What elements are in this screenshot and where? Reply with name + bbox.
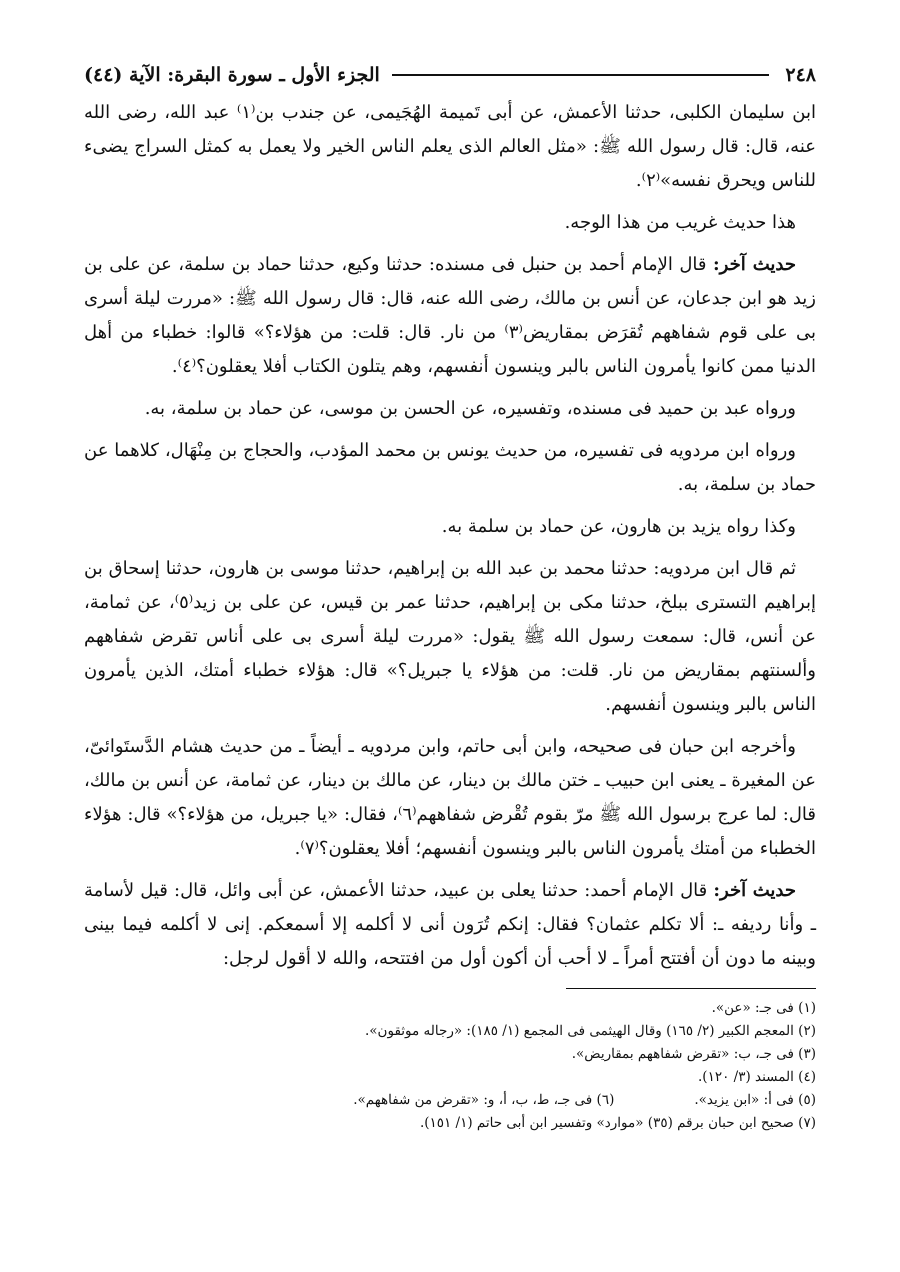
section-lead: حديث آخر:	[713, 254, 797, 275]
footnote: (١) فى جـ: «عن».	[711, 1000, 816, 1016]
paragraph: هذا حديث غريب من هذا الوجه.	[564, 212, 796, 233]
page-number: ٢٤٨	[785, 64, 816, 86]
footnote: (٦) فى جـ، ط، ب، أ، و: «تقرض من شفاههم».	[353, 1092, 615, 1108]
footnote: (٥) فى أ: «ابن يزيد».	[694, 1092, 816, 1108]
paragraph: حديث آخر: قال الإمام أحمد بن حنبل فى مسنده: حدثنا وكيع، حدثنا حماد بن سلمة، عن على بن زيد هو ابن جدعان، عن أنس بن مالك، رضى الله عنه، قال: قال رسول الله ﷺ: «مررت ليلة أسرى بى على قوم شفاههم تُقرَض بمقاريض⁽٣⁾ من نار. قال: قلت: من هؤلاء؟» قالوا: خطباء من أهل الدنيا ممن كانوا يأمرون الناس بالبر وينسون أنفسهم، وهم يتلون الكتاب أفلا يعقلون؟⁽٤⁾.	[84, 254, 816, 377]
section-lead: حديث آخر:	[713, 880, 796, 901]
page-header	[84, 60, 816, 90]
paragraph: ثم قال ابن مردويه: حدثنا محمد بن عبد الله بن إبراهيم، حدثنا موسى بن هارون، حدثنا إسحاق بن إبراهيم التسترى ببلخ، حدثنا مكى بن إبراهيم، حدثنا عمر بن قيس، عن على بن زيد⁽٥⁾، عن ثمامة، عن أنس، قال: سمعت رسول الله ﷺ يقول: «مررت ليلة أسرى بى على أناس تقرض شفاههم وألسنتهم بمقاريض من نار. قلت: من هؤلاء يا جبريل؟» قال: هؤلاء خطباء أمتك، الذين يأمرون الناس بالبر وينسون أنفسهم.	[84, 558, 816, 715]
footnotes	[84, 997, 816, 1135]
book-page	[84, 60, 816, 1210]
paragraph: وأخرجه ابن حبان فى صحيحه، وابن أبى حاتم، وابن مردويه ـ أيضاً ـ من حديث هشام الدَّستَوائىّ، عن المغيرة ـ يعنى ابن حبيب ـ ختن مالك بن دينار، عن مالك بن دينار، عن ثمامة، عن أنس بن مالك، قال: لما عرج برسول الله ﷺ مرّ بقوم تُقْرض شفاههم⁽٦⁾، فقال: «يا جبريل، من هؤلاء؟» قال: هؤلاء الخطباء من أمتك يأمرون الناس بالبر وينسون أنفسهم؛ أفلا يعقلون؟⁽٧⁾.	[84, 736, 816, 859]
footnote-separator	[566, 988, 816, 989]
main-text	[84, 96, 816, 976]
running-title: الجزء الأول ـ سورة البقرة: الآية (٤٤)	[84, 64, 380, 86]
footnote: (٤) المسند (٣/ ١٢٠).	[698, 1069, 816, 1085]
footnote-row	[84, 1089, 816, 1112]
paragraph: حديث آخر: قال الإمام أحمد: حدثنا يعلى بن عبيد، حدثنا الأعمش، عن أبى وائل، قال: قيل لأسامة ـ وأنا رديفه ـ: ألا تكلم عثمان؟ فقال: إنكم تُرَون أنى لا أكلمه إلا أسمعكم. إنى لا أكلمه فيما بينى وبينه ما دون أن أفتتح أمراً ـ لا أحب أن أكون أول من افتتحه، والله لا أقول لرجل:	[84, 880, 816, 969]
header-rule	[392, 74, 770, 76]
footnote: (٢) المعجم الكبير (٢/ ١٦٥) وقال الهيثمى فى المجمع (١/ ١٨٥): «رجاله موثقون».	[365, 1023, 816, 1039]
paragraph: ابن سليمان الكلبى، حدثنا الأعمش، عن أبى تَميمة الهُجَيمى، عن جندب بن⁽١⁾ عبد الله، رضى الله عنه، قال: قال رسول الله ﷺ: «مثل العالم الذى يعلم الناس الخير ولا يعمل به كمثل السراج يضىء للناس ويحرق نفسه»⁽٢⁾.	[84, 102, 816, 191]
footnote: (٧) صحيح ابن حبان برقم (٣٥) «موارد» وتفسير ابن أبى حاتم (١/ ١٥١).	[419, 1115, 816, 1131]
paragraph: ورواه عبد بن حميد فى مسنده، وتفسيره، عن الحسن بن موسى، عن حماد بن سلمة، به.	[144, 398, 796, 419]
paragraph: وكذا رواه يزيد بن هارون، عن حماد بن سلمة به.	[441, 516, 796, 537]
footnote: (٣) فى جـ، ب: «تقرض شفاههم بمقاريض».	[571, 1046, 816, 1062]
paragraph: ورواه ابن مردويه فى تفسيره، من حديث يونس بن محمد المؤدب، والحجاج بن مِنْهَال، كلاهما عن حماد بن سلمة، به.	[84, 440, 816, 495]
